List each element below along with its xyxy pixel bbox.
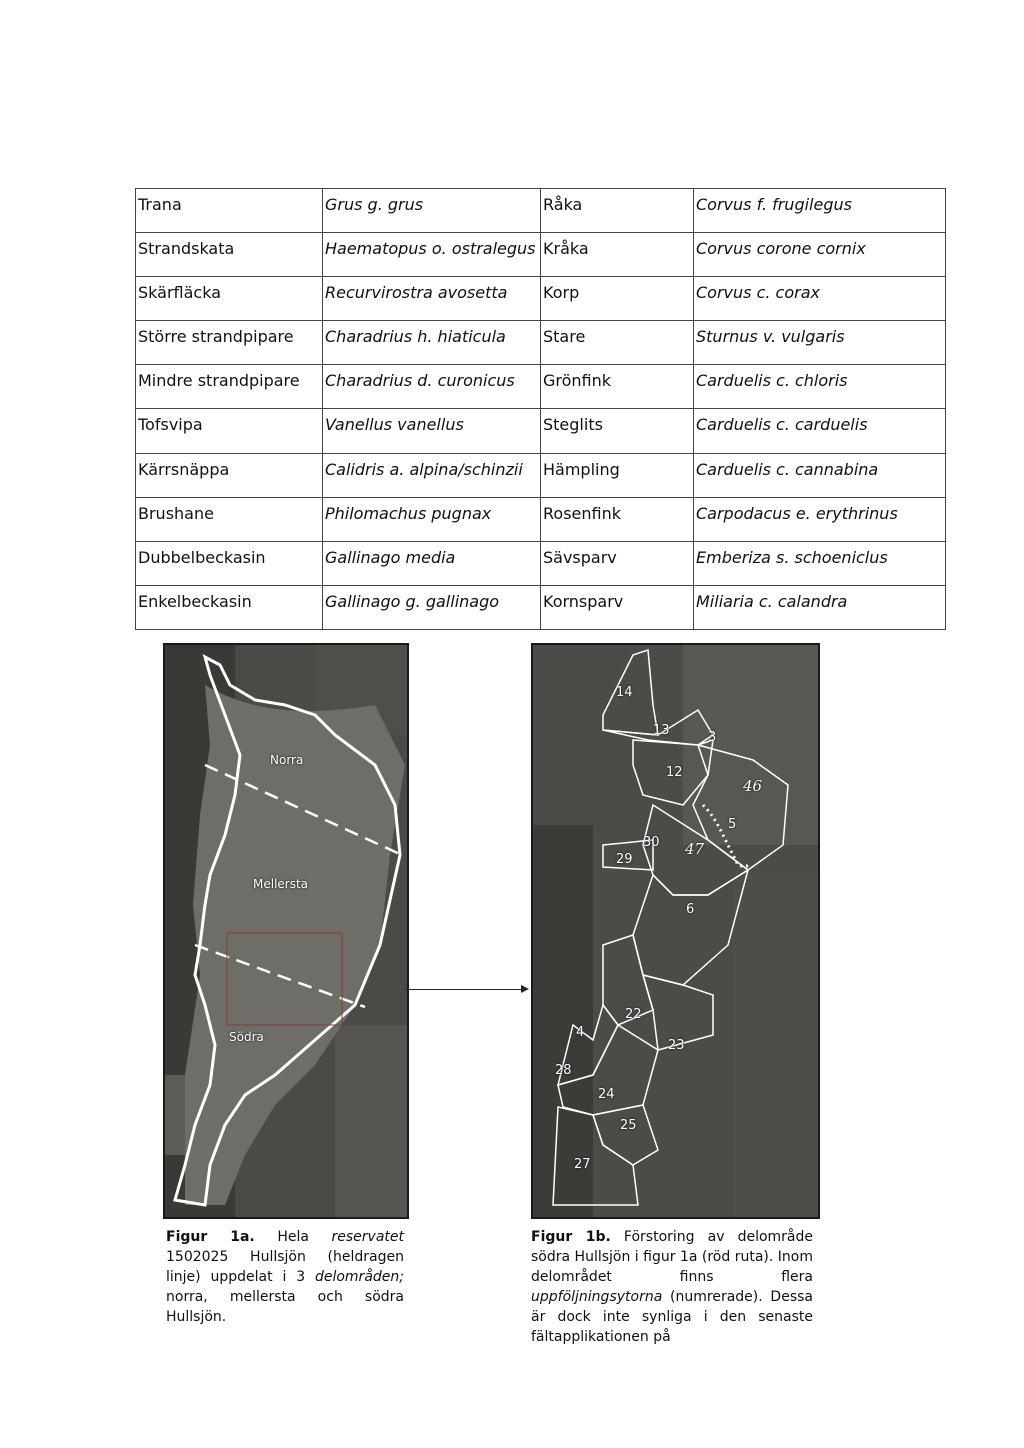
swedish-name-cell: Trana — [136, 189, 323, 233]
caption-1a-text-3: norra, mellersta och södra Hullsjön. — [166, 1289, 404, 1325]
satellite-map-1a — [165, 645, 407, 1217]
swedish-name-cell: Grönfink — [541, 365, 694, 409]
caption-figure-1a — [166, 1227, 404, 1327]
satellite-map-1b — [533, 645, 818, 1217]
swedish-name-cell: Strandskata — [136, 233, 323, 277]
table-row — [136, 365, 946, 409]
arrow-head — [521, 985, 529, 993]
swedish-name-cell: Skärfläcka — [136, 277, 323, 321]
swedish-name-cell: Kornsparv — [541, 585, 694, 629]
plot-46: 46 — [743, 777, 763, 795]
table-row — [136, 189, 946, 233]
plot-22: 22 — [625, 1007, 642, 1022]
plot-27: 27 — [574, 1157, 591, 1172]
caption-1a-label: Figur 1a. — [166, 1229, 255, 1245]
caption-1b-label: Figur 1b. — [531, 1229, 611, 1245]
table-row — [136, 409, 946, 453]
latin-name-cell: Miliaria c. calandra — [694, 585, 946, 629]
table-row — [136, 233, 946, 277]
swedish-name-cell: Stare — [541, 321, 694, 365]
swedish-name-cell: Kärrsnäppa — [136, 453, 323, 497]
caption-figure-1b — [531, 1227, 813, 1347]
latin-name-cell: Carduelis c. chloris — [694, 365, 946, 409]
plot-28: 28 — [555, 1063, 572, 1078]
swedish-name-cell: Tofsvipa — [136, 409, 323, 453]
plot-5: 5 — [728, 817, 737, 832]
swedish-name-cell: Sävsparv — [541, 541, 694, 585]
caption-1b-text-1: Förstoring av delområde södra Hullsjön i figur 1a (röd ruta). Inom delområdet finns flera — [531, 1229, 813, 1285]
species-table — [135, 188, 946, 630]
latin-name-cell: Calidris a. alpina/schinzii — [323, 453, 541, 497]
caption-1a-text-1: Hela — [254, 1229, 332, 1245]
latin-name-cell: Philomachus pugnax — [323, 497, 541, 541]
latin-name-cell: Corvus corone cornix — [694, 233, 946, 277]
swedish-name-cell: Enkelbeckasin — [136, 585, 323, 629]
plot-12: 12 — [666, 765, 683, 780]
table-row — [136, 453, 946, 497]
swedish-name-cell: Råka — [541, 189, 694, 233]
plot-13: 13 — [653, 723, 670, 738]
latin-name-cell: Charadrius h. hiaticula — [323, 321, 541, 365]
species-table-body — [136, 189, 946, 630]
latin-name-cell: Recurvirostra avosetta — [323, 277, 541, 321]
plot-14: 14 — [616, 685, 633, 700]
caption-1b-text-2: (numrerade). Dessa är dock inte synliga i den senaste fältapplikationen på — [531, 1289, 813, 1345]
plot-4: 4 — [576, 1025, 585, 1040]
arrow-line — [405, 989, 523, 990]
plot-23: 23 — [668, 1038, 685, 1053]
latin-name-cell: Charadrius d. curonicus — [323, 365, 541, 409]
latin-name-cell: Carduelis c. cannabina — [694, 453, 946, 497]
table-row — [136, 497, 946, 541]
latin-name-cell: Haematopus o. ostralegus — [323, 233, 541, 277]
plot-30: 30 — [643, 835, 660, 850]
map-figure-1b — [531, 643, 820, 1219]
label-sodra: Södra — [229, 1030, 264, 1044]
table-row — [136, 321, 946, 365]
swedish-name-cell: Mindre strandpipare — [136, 365, 323, 409]
swedish-name-cell: Korp — [541, 277, 694, 321]
latin-name-cell: Carduelis c. carduelis — [694, 409, 946, 453]
caption-1a-italic-2: delområden; — [314, 1269, 404, 1285]
latin-name-cell: Vanellus vanellus — [323, 409, 541, 453]
plot-47: 47 — [685, 840, 705, 858]
swedish-name-cell: Kråka — [541, 233, 694, 277]
label-mellersta: Mellersta — [253, 877, 309, 891]
swedish-name-cell: Större strandpipare — [136, 321, 323, 365]
latin-name-cell: Gallinago g. gallinago — [323, 585, 541, 629]
latin-name-cell: Emberiza s. schoeniclus — [694, 541, 946, 585]
caption-1a-italic-1: reservatet — [331, 1229, 405, 1245]
caption-1a-text-2: 1502025 Hullsjön (heldragen linje) uppdelat i 3 — [166, 1249, 404, 1285]
latin-name-cell: Carpodacus e. erythrinus — [694, 497, 946, 541]
plot-6: 6 — [686, 902, 695, 917]
plot-25: 25 — [620, 1118, 637, 1133]
plot-3: 3 — [708, 730, 717, 745]
caption-1b-italic-1: uppföljningsytorna — [531, 1289, 663, 1305]
latin-name-cell: Grus g. grus — [323, 189, 541, 233]
swedish-name-cell: Hämpling — [541, 453, 694, 497]
map-figure-1a — [163, 643, 409, 1219]
plot-29: 29 — [616, 852, 633, 867]
swedish-name-cell: Dubbelbeckasin — [136, 541, 323, 585]
swedish-name-cell: Rosenfink — [541, 497, 694, 541]
swedish-name-cell: Steglits — [541, 409, 694, 453]
plot-24: 24 — [598, 1087, 615, 1102]
latin-name-cell: Corvus f. frugilegus — [694, 189, 946, 233]
table-row — [136, 541, 946, 585]
label-norra: Norra — [270, 753, 304, 767]
table-row — [136, 277, 946, 321]
latin-name-cell: Corvus c. corax — [694, 277, 946, 321]
swedish-name-cell: Brushane — [136, 497, 323, 541]
table-row — [136, 585, 946, 629]
latin-name-cell: Sturnus v. vulgaris — [694, 321, 946, 365]
latin-name-cell: Gallinago media — [323, 541, 541, 585]
